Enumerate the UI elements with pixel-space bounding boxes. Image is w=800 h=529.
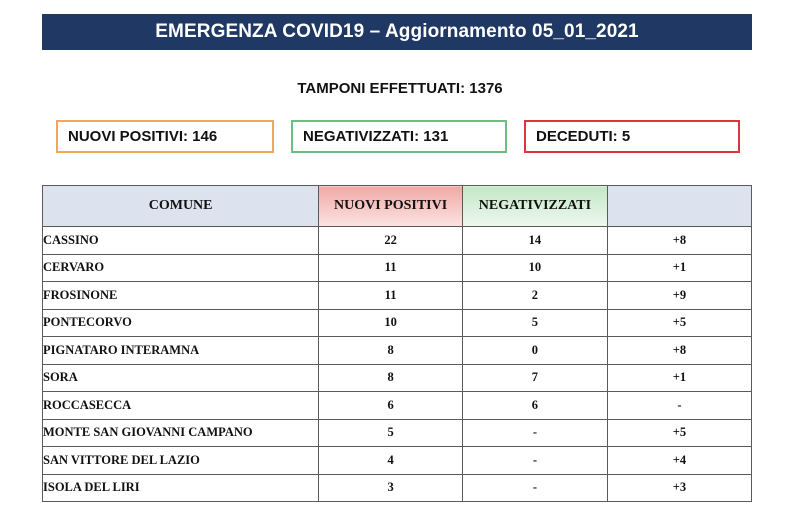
deceduti-box: DECEDUTI: 5 <box>524 120 740 153</box>
negativizzati-cell: 14 <box>462 227 607 255</box>
nuovi-positivi-cell: 11 <box>319 254 463 282</box>
nuovi-positivi-cell: 10 <box>319 309 463 337</box>
negativizzati-cell: 7 <box>462 364 607 392</box>
comune-cell: CASSINO <box>43 227 319 255</box>
nuovi-positivi-cell: 5 <box>319 419 463 447</box>
comuni-table <box>42 185 752 502</box>
comune-cell: PONTECORVO <box>43 309 319 337</box>
table-body <box>43 227 752 502</box>
comune-cell: SAN VITTORE DEL LAZIO <box>43 447 319 475</box>
negativizzati-cell: - <box>462 447 607 475</box>
header-nuovi-positivi: NUOVI POSITIVI <box>319 186 463 227</box>
negativizzati-cell: 5 <box>462 309 607 337</box>
comune-cell: ROCCASECCA <box>43 392 319 420</box>
table-row <box>43 227 752 255</box>
nuovi-positivi-cell: 8 <box>319 337 463 365</box>
nuovi-positivi-box: NUOVI POSITIVI: 146 <box>56 120 274 153</box>
tamponi-effettuati: TAMPONI EFFETTUATI: 1376 <box>297 80 503 97</box>
nuovi-positivi-cell: 8 <box>319 364 463 392</box>
delta-cell: +3 <box>607 474 751 502</box>
table-row <box>43 364 752 392</box>
comune-cell: FROSINONE <box>43 282 319 310</box>
negativizzati-box: NEGATIVIZZATI: 131 <box>291 120 507 153</box>
delta-cell: - <box>607 392 751 420</box>
comune-cell: CERVARO <box>43 254 319 282</box>
page-title: EMERGENZA COVID19 – Aggiornamento 05_01_2021 <box>42 14 752 50</box>
delta-cell: +5 <box>607 419 751 447</box>
negativizzati-cell: - <box>462 474 607 502</box>
negativizzati-cell: 0 <box>462 337 607 365</box>
delta-cell: +1 <box>607 364 751 392</box>
delta-cell: +5 <box>607 309 751 337</box>
comune-cell: MONTE SAN GIOVANNI CAMPANO <box>43 419 319 447</box>
delta-cell: +8 <box>607 337 751 365</box>
comune-cell: SORA <box>43 364 319 392</box>
nuovi-positivi-cell: 22 <box>319 227 463 255</box>
comune-cell: PIGNATARO INTERAMNA <box>43 337 319 365</box>
table-row <box>43 447 752 475</box>
header-delta <box>607 186 751 227</box>
negativizzati-cell: 2 <box>462 282 607 310</box>
table-row <box>43 254 752 282</box>
nuovi-positivi-cell: 6 <box>319 392 463 420</box>
nuovi-positivi-cell: 3 <box>319 474 463 502</box>
table-row <box>43 309 752 337</box>
nuovi-positivi-cell: 11 <box>319 282 463 310</box>
table-row <box>43 419 752 447</box>
table-row <box>43 392 752 420</box>
delta-cell: +4 <box>607 447 751 475</box>
comune-cell: ISOLA DEL LIRI <box>43 474 319 502</box>
nuovi-positivi-cell: 4 <box>319 447 463 475</box>
header-comune: COMUNE <box>43 186 319 227</box>
negativizzati-cell: 6 <box>462 392 607 420</box>
negativizzati-cell: 10 <box>462 254 607 282</box>
table-row <box>43 282 752 310</box>
delta-cell: +9 <box>607 282 751 310</box>
negativizzati-cell: - <box>462 419 607 447</box>
delta-cell: +1 <box>607 254 751 282</box>
table-header-row <box>43 186 752 227</box>
table-row <box>43 474 752 502</box>
table-row <box>43 337 752 365</box>
delta-cell: +8 <box>607 227 751 255</box>
header-negativizzati: NEGATIVIZZATI <box>462 186 607 227</box>
